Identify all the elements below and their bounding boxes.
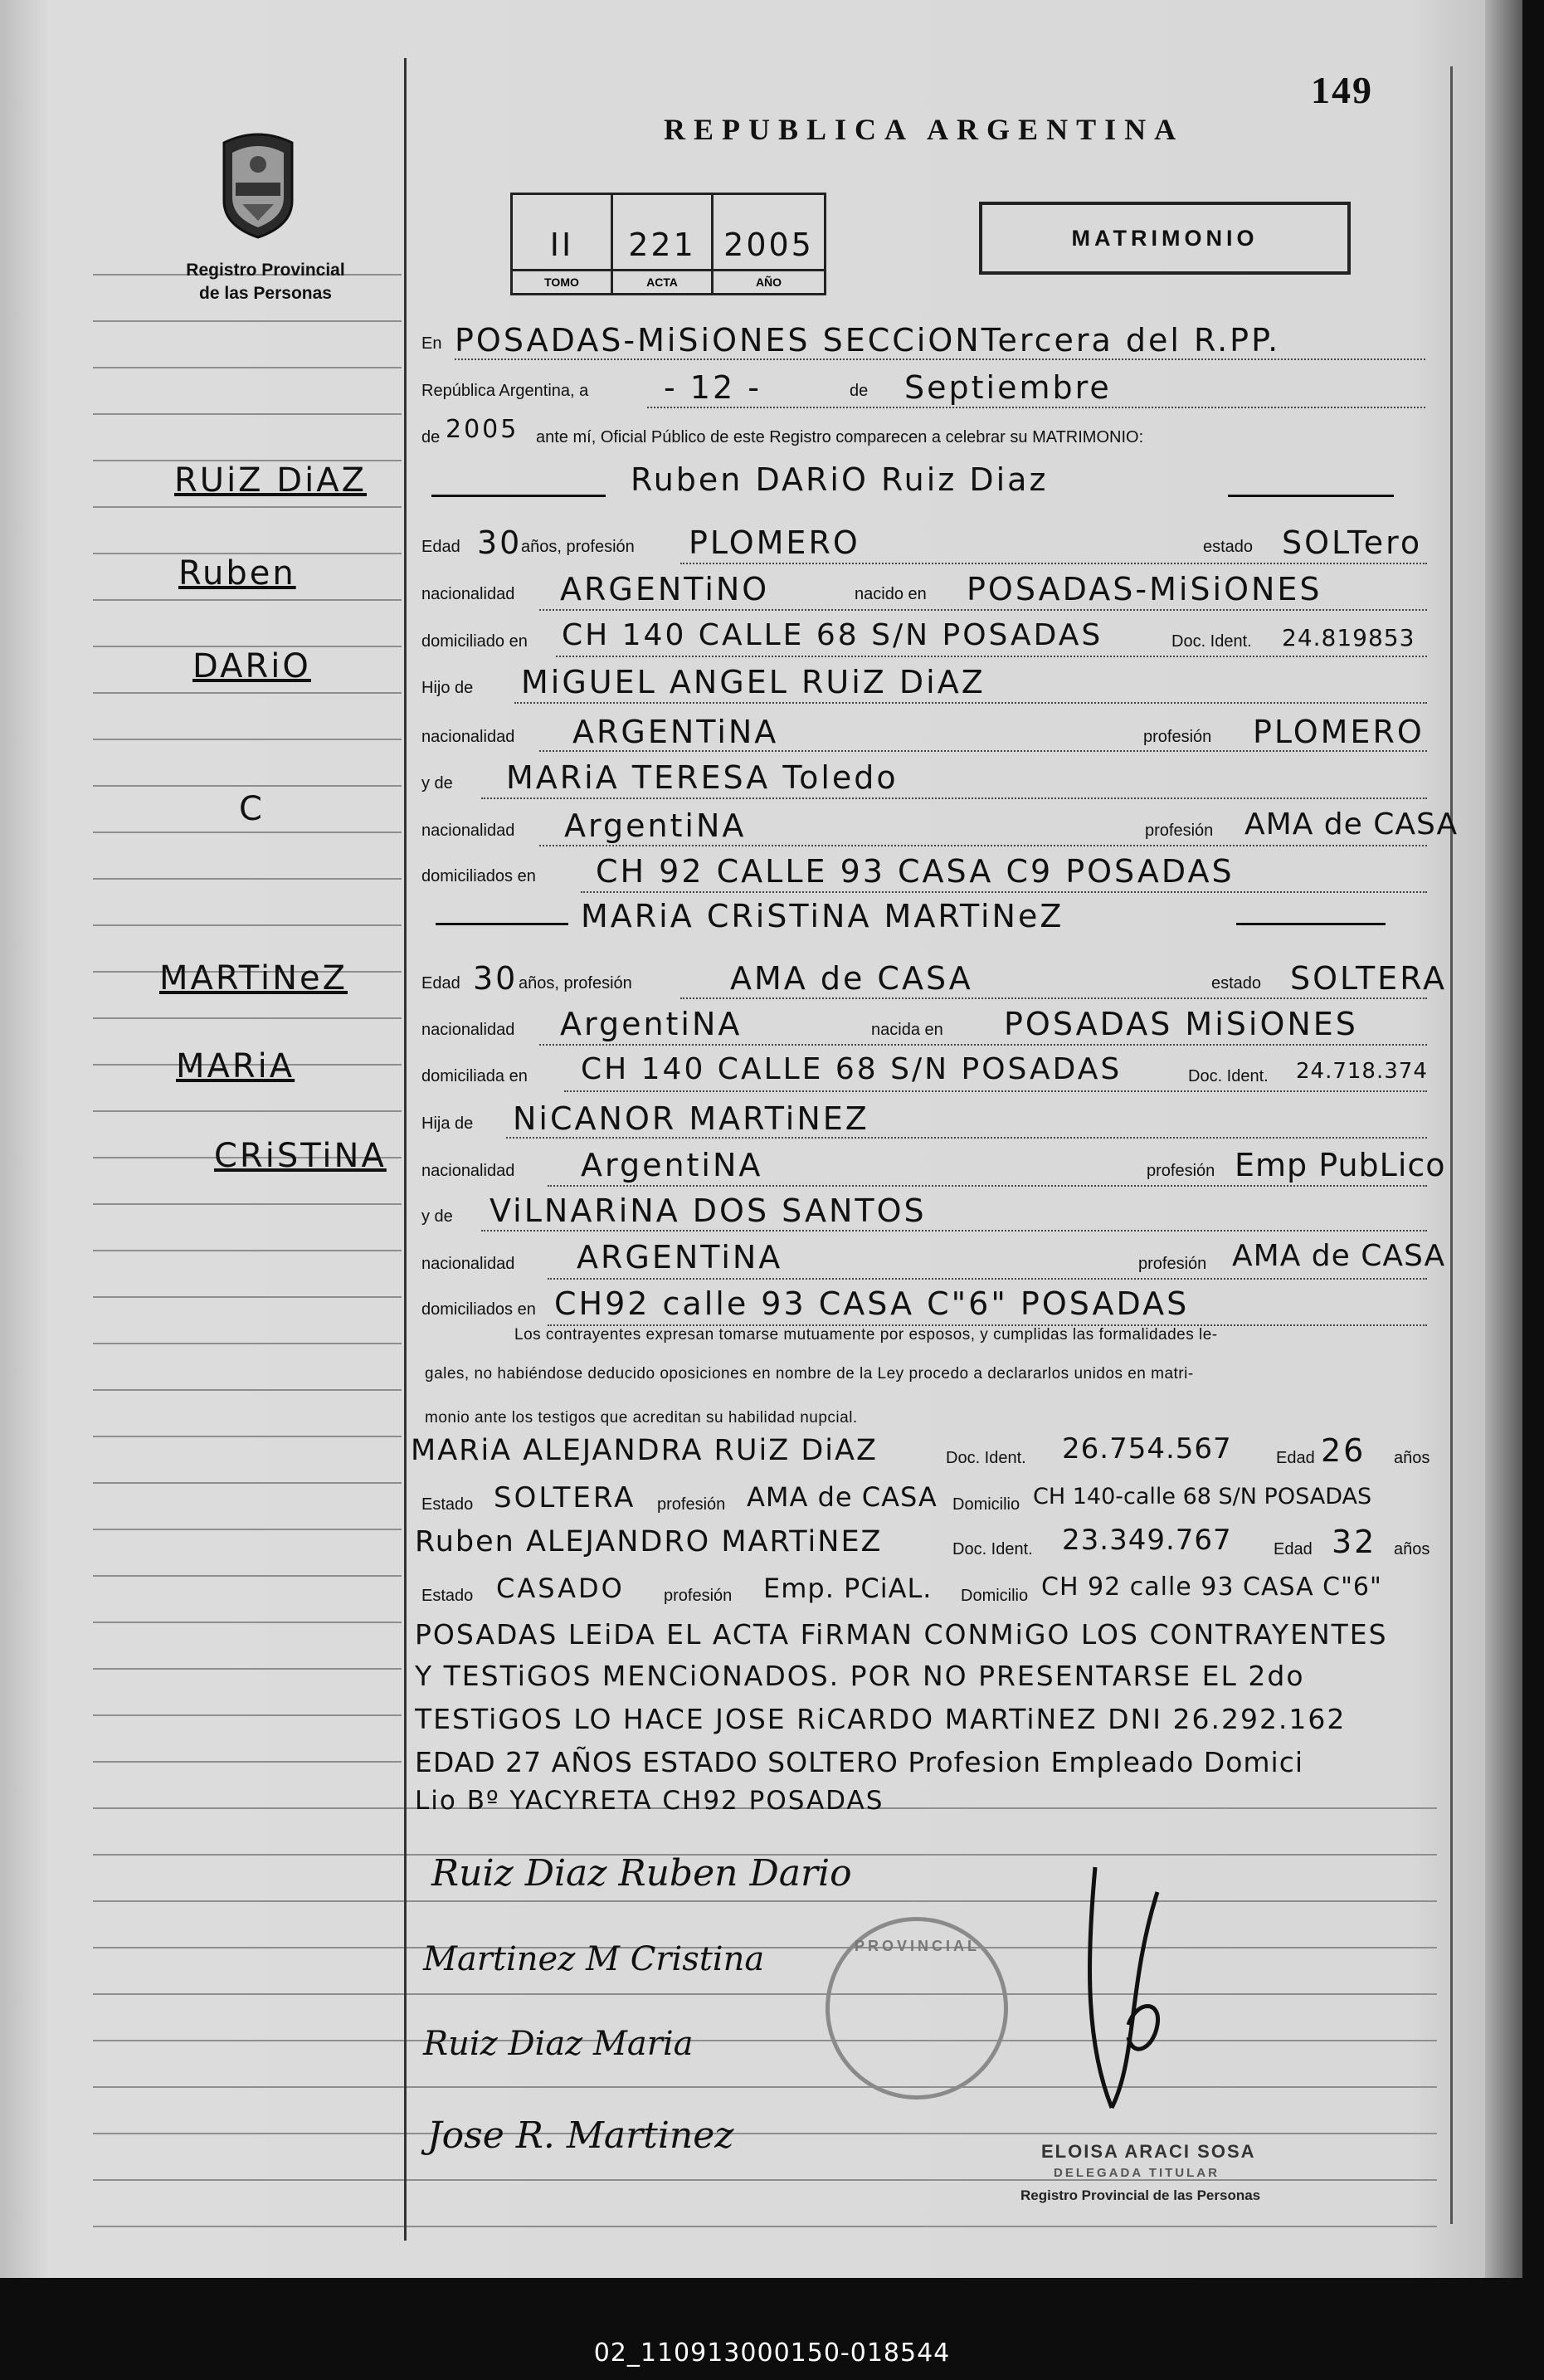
groom-line-5 bbox=[539, 750, 1427, 752]
witness1-profession: AMA de CASA bbox=[747, 1481, 938, 1513]
ruled-line bbox=[93, 1714, 402, 1716]
ruled-line bbox=[93, 1389, 402, 1391]
ruled-line bbox=[93, 692, 402, 694]
bride-line-4 bbox=[506, 1137, 1427, 1139]
ruled-line bbox=[93, 320, 402, 322]
ruled-line bbox=[93, 785, 402, 787]
groom-estado-label: estado bbox=[1203, 538, 1254, 556]
official-signature bbox=[1079, 1859, 1178, 2133]
ruled-line bbox=[93, 739, 402, 740]
ruled-line bbox=[93, 1203, 402, 1205]
margin-line bbox=[404, 58, 407, 2241]
bride-doc-label: Doc. Ident. bbox=[1188, 1067, 1269, 1085]
witness2-name: Ruben ALEJANDRO MARTiNEZ bbox=[415, 1525, 883, 1558]
groom-line-6 bbox=[481, 797, 1427, 799]
ruled-line bbox=[93, 2226, 1437, 2227]
registry-label bbox=[174, 259, 357, 305]
bride-domicilio-label: domiciliada en bbox=[421, 1067, 528, 1085]
ruled-line bbox=[93, 1668, 402, 1670]
witness1-name: MARiA ALEJANDRA RUiZ DiAZ bbox=[411, 1434, 878, 1467]
groom-mother-label: y de bbox=[421, 774, 453, 793]
month-value: Septiembre bbox=[904, 369, 1112, 406]
record-number-box bbox=[510, 193, 826, 295]
bride-estado: SOLTERA bbox=[1290, 960, 1448, 997]
ruled-line bbox=[93, 1296, 402, 1298]
groom-doc-label: Doc. Ident. bbox=[1171, 632, 1252, 651]
bride-dash-left bbox=[436, 923, 568, 925]
day-value: - 12 - bbox=[664, 369, 762, 406]
ruled-line bbox=[93, 1436, 402, 1437]
declaration-line-1: Los contrayentes expresan tomarse mutuamente por esposos, y cumplidas las formalidades le- bbox=[514, 1326, 1218, 1344]
ruled-line bbox=[93, 1343, 402, 1344]
bride-father-profession: Emp PubLico bbox=[1235, 1147, 1446, 1183]
bride-nationality: ArgentiNA bbox=[560, 1006, 743, 1042]
bride-line-5 bbox=[548, 1185, 1427, 1187]
groom-age: 30 bbox=[477, 524, 523, 561]
ano-label: AÑO bbox=[714, 269, 824, 293]
groom-profesion-label: años, profesión bbox=[521, 538, 635, 556]
witness1-age: 26 bbox=[1321, 1432, 1366, 1469]
ruled-line bbox=[93, 878, 402, 880]
place-value: POSADAS-MiSiONES SECCiONTercera del R.PP. bbox=[455, 322, 1281, 358]
groom-birthplace: POSADAS-MiSiONES bbox=[967, 571, 1322, 607]
ruled-line bbox=[93, 832, 402, 833]
groom-line-4 bbox=[514, 702, 1427, 704]
footer-id: 02_110913000150-018544 bbox=[593, 2339, 951, 2368]
groom-father: MiGUEL ANGEL RUiZ DiAZ bbox=[521, 664, 986, 700]
coat-of-arms-seal bbox=[217, 124, 299, 241]
groom-parents-address: CH 92 CALLE 93 CASA C9 POSADAS bbox=[596, 853, 1235, 890]
witness1-address: CH 140-calle 68 S/N POSADAS bbox=[1033, 1484, 1372, 1509]
witness2-edad-label: Edad bbox=[1274, 1540, 1313, 1558]
witness1-anos-label: años bbox=[1394, 1449, 1430, 1467]
notes-line-2: Y TESTiGOS MENCiONADOS. POR NO PRESENTARSE EL 2do bbox=[415, 1660, 1305, 1692]
bride-mother-nationality: ARGENTiNA bbox=[577, 1239, 783, 1275]
groom-estado: SOLTero bbox=[1282, 524, 1423, 561]
margin-name-bride-1: MARiA bbox=[176, 1047, 295, 1085]
acta-label: ACTA bbox=[613, 269, 711, 293]
groom-line-8 bbox=[581, 891, 1427, 893]
notes-line-4: EDAD 27 AÑOS ESTADO SOLTERO Profesion Empleado Domici bbox=[415, 1746, 1304, 1778]
registry-label-line1: Registro Provincial bbox=[186, 261, 345, 280]
bride-dash-right bbox=[1236, 923, 1386, 925]
stamp-line-2: DELEGADA TITULAR bbox=[1054, 2166, 1220, 2180]
bride-nacida-label: nacida en bbox=[871, 1021, 943, 1039]
ruled-line bbox=[93, 1250, 402, 1251]
ruled-line bbox=[93, 599, 402, 601]
de2-label: de bbox=[421, 428, 441, 446]
witness2-age: 32 bbox=[1332, 1524, 1377, 1560]
signature-witness1: Ruiz Diaz Maria bbox=[423, 2025, 694, 2063]
witness1-domicilio-label: Domicilio bbox=[952, 1495, 1020, 1514]
ano-value: 2005 bbox=[723, 227, 814, 263]
witness2-domicilio-label: Domicilio bbox=[961, 1587, 1029, 1605]
signature-bride: Martinez M Cristina bbox=[423, 1940, 765, 1978]
groom-nacido-label: nacido en bbox=[855, 585, 927, 603]
bride-profesion-label: años, profesión bbox=[519, 974, 632, 992]
stamp-line-3: Registro Provincial de las Personas bbox=[1020, 2187, 1261, 2203]
witness2-address: CH 92 calle 93 CASA C"6" bbox=[1041, 1573, 1382, 1602]
bride-mother-prof-label: profesión bbox=[1138, 1255, 1207, 1273]
document-header: REPUBLICA ARGENTINA bbox=[664, 113, 1185, 146]
declaration-line-2: gales, no habiéndose deducido oposiciones en nombre de la Ley procedo a declararlos unidos en matri- bbox=[425, 1365, 1194, 1383]
official-stamp bbox=[826, 1917, 1008, 2100]
witness1-doc: 26.754.567 bbox=[1062, 1432, 1232, 1466]
groom-father-prof-label: profesión bbox=[1143, 728, 1212, 746]
bride-father-nationality: ArgentiNA bbox=[581, 1147, 763, 1183]
witness1-edad-label: Edad bbox=[1276, 1449, 1315, 1467]
groom-name: Ruben DARiO Ruiz Diaz bbox=[631, 461, 1049, 498]
tomo-value: II bbox=[549, 227, 574, 263]
bride-name: MARiA CRiSTiNA MARTiNeZ bbox=[581, 898, 1064, 934]
groom-father-nat-label: nacionalidad bbox=[421, 728, 515, 746]
tomo-cell bbox=[513, 195, 613, 293]
notes-line-1: POSADAS LEiDA EL ACTA FiRMAN CONMiGO LOS CONTRAYENTES bbox=[415, 1618, 1388, 1651]
margin-surname-groom: RUiZ DiAZ bbox=[174, 461, 367, 500]
groom-profession: PLOMERO bbox=[689, 524, 860, 561]
ruled-line bbox=[93, 924, 402, 926]
witness2-profesion-label: profesión bbox=[664, 1587, 733, 1605]
ruled-line bbox=[93, 1900, 1437, 1902]
groom-dash-left bbox=[431, 495, 606, 497]
groom-dash-right bbox=[1228, 495, 1394, 497]
ruled-line bbox=[93, 1017, 402, 1019]
bride-father: NiCANOR MARTiNEZ bbox=[513, 1100, 869, 1137]
bride-edad-label: Edad bbox=[421, 974, 460, 992]
bride-mother-profession: AMA de CASA bbox=[1232, 1239, 1446, 1273]
bride-line-3 bbox=[564, 1090, 1427, 1092]
declaration-line-3: monio ante los testigos que acreditan su habilidad nupcial. bbox=[425, 1409, 858, 1427]
bride-mother: ViLNARiNA DOS SANTOS bbox=[490, 1192, 927, 1229]
ruled-line bbox=[93, 2086, 1437, 2088]
year-value: 2005 bbox=[446, 415, 519, 444]
witness2-estado: CASADO bbox=[496, 1573, 625, 1604]
bride-mother-label: y de bbox=[421, 1207, 453, 1226]
witness2-estado-label: Estado bbox=[421, 1587, 474, 1605]
ruled-line bbox=[93, 2040, 1437, 2041]
bride-nacionalidad-label: nacionalidad bbox=[421, 1021, 515, 1039]
witness1-estado: SOLTERA bbox=[494, 1481, 636, 1514]
margin-name-bride-2: CRiSTiNA bbox=[214, 1137, 387, 1175]
matrimonio-title-box: MATRIMONIO bbox=[979, 202, 1351, 275]
bride-line-7 bbox=[548, 1278, 1427, 1280]
groom-line-7 bbox=[539, 845, 1427, 846]
groom-father-label: Hijo de bbox=[421, 679, 474, 697]
bride-line-2 bbox=[539, 1044, 1427, 1046]
ruled-line bbox=[93, 2133, 1437, 2134]
stamp-line-1: ELOISA ARACI SOSA bbox=[1041, 2141, 1256, 2162]
ruled-line bbox=[93, 1529, 402, 1530]
ruled-line bbox=[93, 2179, 1437, 2181]
groom-mother-prof-label: profesión bbox=[1145, 822, 1214, 840]
statement-text: ante mí, Oficial Público de este Registro comparecen a celebrar su MATRIMONIO: bbox=[536, 428, 1144, 446]
ruled-line bbox=[93, 1947, 1437, 1948]
margin-name-groom-2: DARiO bbox=[192, 647, 311, 685]
groom-mother-profession: AMA de CASA bbox=[1244, 807, 1459, 841]
bride-birthplace: POSADAS MiSiONES bbox=[1004, 1006, 1358, 1042]
groom-mother-nat-label: nacionalidad bbox=[421, 822, 515, 840]
groom-address: CH 140 CALLE 68 S/N POSADAS bbox=[562, 618, 1103, 652]
signature-groom: Ruiz Diaz Ruben Dario bbox=[431, 1852, 852, 1895]
signature-witness2: Jose R. Martinez bbox=[427, 2114, 734, 2157]
bride-father-nat-label: nacionalidad bbox=[421, 1162, 515, 1180]
groom-mother-nationality: ArgentiNA bbox=[564, 807, 747, 844]
bride-parents-dom-label: domiciliados en bbox=[421, 1300, 536, 1319]
witness1-doc-label: Doc. Ident. bbox=[946, 1449, 1026, 1467]
witness2-anos-label: años bbox=[1394, 1540, 1430, 1558]
witness1-profesion-label: profesión bbox=[657, 1495, 726, 1514]
ruled-line bbox=[93, 1575, 402, 1577]
notes-line-5: Lio Bº YACYRETA CH92 POSADAS bbox=[415, 1786, 884, 1816]
bride-parents-address: CH92 calle 93 CASA C"6" POSADAS bbox=[554, 1285, 1190, 1322]
republica-label: República Argentina, a bbox=[421, 382, 589, 400]
tomo-label: TOMO bbox=[513, 269, 611, 293]
witness2-doc: 23.349.767 bbox=[1062, 1524, 1232, 1557]
groom-nacionalidad-label: nacionalidad bbox=[421, 585, 515, 603]
ruled-line bbox=[93, 1482, 402, 1484]
ano-cell bbox=[714, 195, 824, 293]
page-number: 149 bbox=[1311, 69, 1373, 111]
ruled-line bbox=[93, 506, 402, 508]
bride-age: 30 bbox=[473, 960, 519, 997]
groom-doc: 24.819853 bbox=[1282, 624, 1415, 651]
witness2-doc-label: Doc. Ident. bbox=[952, 1540, 1033, 1558]
margin-conjunction: C bbox=[239, 790, 265, 828]
bride-father-label: Hija de bbox=[421, 1114, 474, 1133]
witness2-profession: Emp. PCiAL. bbox=[763, 1573, 933, 1604]
bride-profession: AMA de CASA bbox=[730, 960, 973, 997]
groom-line-3 bbox=[556, 656, 1427, 657]
page-edge-shadow bbox=[1485, 0, 1522, 2278]
groom-domicilio-label: domiciliado en bbox=[421, 632, 528, 651]
footer-bar bbox=[0, 2280, 1544, 2380]
stamp-ring-text: PROVINCIAL bbox=[855, 1938, 981, 1954]
en-label: En bbox=[421, 334, 442, 353]
ruled-line bbox=[93, 413, 402, 415]
groom-father-profession: PLOMERO bbox=[1253, 714, 1425, 750]
place-line bbox=[455, 358, 1425, 360]
ruled-line bbox=[93, 1622, 402, 1623]
ruled-line bbox=[93, 1761, 402, 1763]
margin-name-groom-1: Ruben bbox=[178, 554, 296, 593]
right-margin-line bbox=[1450, 66, 1453, 2224]
ruled-line bbox=[93, 367, 402, 368]
bride-father-prof-label: profesión bbox=[1147, 1162, 1215, 1180]
date-line bbox=[647, 407, 1425, 408]
bride-address: CH 140 CALLE 68 S/N POSADAS bbox=[581, 1052, 1123, 1086]
witness1-estado-label: Estado bbox=[421, 1495, 474, 1514]
de-label: de bbox=[850, 382, 869, 400]
margin-surname-bride: MARTiNeZ bbox=[159, 959, 348, 997]
ruled-line bbox=[93, 1110, 402, 1112]
bride-doc: 24.718.374 bbox=[1296, 1059, 1428, 1084]
notes-line-3: TESTiGOS LO HACE JOSE RiCARDO MARTiNEZ DNI 26.292.162 bbox=[415, 1703, 1347, 1735]
bride-estado-label: estado bbox=[1211, 974, 1262, 992]
bride-line-1 bbox=[680, 997, 1427, 999]
groom-edad-label: Edad bbox=[421, 538, 460, 556]
registry-label-line2: de las Personas bbox=[199, 284, 332, 303]
groom-parents-dom-label: domiciliados en bbox=[421, 867, 536, 885]
groom-mother: MARiA TERESA Toledo bbox=[506, 759, 899, 796]
groom-father-nationality: ARGENTiNA bbox=[572, 714, 779, 750]
groom-line-2 bbox=[539, 609, 1427, 611]
acta-cell bbox=[613, 195, 714, 293]
bride-line-6 bbox=[481, 1230, 1427, 1231]
bride-mother-nat-label: nacionalidad bbox=[421, 1255, 515, 1273]
acta-value: 221 bbox=[628, 227, 696, 263]
groom-line-1 bbox=[680, 563, 1427, 564]
ruled-line bbox=[93, 1993, 1437, 1995]
groom-nationality: ARGENTiNO bbox=[560, 571, 770, 607]
